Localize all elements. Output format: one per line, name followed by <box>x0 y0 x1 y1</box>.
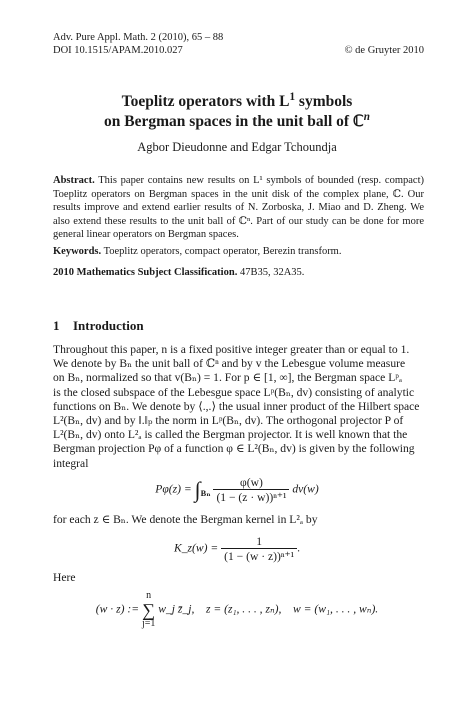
integral-sign: ∫ <box>194 477 201 502</box>
text-line: on Bₙ, normalized so that v(Bₙ) = 1. For p ∈ [1, ∞], the Bergman space Lᵖₐ <box>53 371 403 385</box>
keywords <box>53 245 424 259</box>
paper-title <box>0 92 474 132</box>
abstract-label: Abstract. <box>53 175 95 186</box>
fraction: $\frac{\varphi(w)}{\text{(1 − (z · w))ⁿ⁺¹}}$ <box>213 476 289 504</box>
keywords-label: Keywords. <box>53 246 102 257</box>
kernel-intro: for each z ∈ Bₙ. We denote the Bergman kernel in L²ₐ by <box>53 513 318 526</box>
text-line: Throughout this paper, n is a fixed positive integer greater than or equal to 1. <box>53 343 410 356</box>
author-list: Agbor Dieudonne and Edgar Tchoundja <box>137 140 337 154</box>
text-line: functions on Bₙ. We denote by ⟨.,.⟩ the usual inner product of the Hilbert space <box>53 399 420 413</box>
abstract <box>53 174 424 242</box>
equation-bergman-kernel: K_z(w) = $\frac{1}{\text{(1 − (w · z))ⁿ⁺¹}}$ . <box>173 535 301 563</box>
title-line-2: on Bergman spaces in the unit ball of ℂ$^n$ <box>104 110 370 130</box>
abstract-text: This paper contains new results on L¹ symbols of bounded (resp. compact) Toeplitz operators on Bergman spaces in the unit disk of the complex plane, ℂ. Our results improve and extend earlier results of N. Zorboska, J. Miao and D. Zheng. We also extend these results to the unit ball of ℂⁿ. Part of our study can be done for more general linear operators on Bergman spaces. <box>53 175 424 241</box>
running-header-second <box>53 44 424 57</box>
text-line: L²(Bₙ, dv) and by ‖.‖ₚ the norm in Lᵖ(Bₙ, dv). The orthogonal projector P of <box>53 414 404 428</box>
text-line: Bergman projection Pφ of a function φ ∈ L²(Bₙ, dv) is given by the following <box>53 442 415 456</box>
text-line: is the closed subspace of the Lebesgue space Lᵖ(Bₙ, dv) consisting of analytic <box>53 385 415 399</box>
msc-label: 2010 Mathematics Subject Classification. <box>53 267 238 278</box>
copyright-notice: © de Gruyter 2010 <box>344 45 424 56</box>
doi-link[interactable]: DOI 10.1515/APAM.2010.027 <box>53 45 183 56</box>
msc-classification <box>53 266 424 280</box>
summation-sign: n ∑ j=1 <box>141 590 156 629</box>
text-line: We denote by Bₙ the unit ball of ℂⁿ and by v the Lebesgue volume measure <box>53 357 406 371</box>
section-heading <box>53 318 144 334</box>
running-header <box>53 31 424 44</box>
text-line: L²(Bₙ, dv) onto L²ₐ is called the Bergman projector. It is well known that the <box>53 428 408 442</box>
section-number: 1 <box>53 318 60 333</box>
keywords-text: Toeplitz operators, compact operator, Berezin transform. <box>103 246 342 257</box>
equation-inner-product: (w · z) := n ∑ j=1 w_j z̄_j, z = (z₁, . . . , zₙ), w = (w₁, . . . , wₙ). <box>95 590 379 629</box>
intro-paragraph <box>53 343 424 471</box>
here-paragraph: Here <box>53 571 76 584</box>
fraction: $\frac{1}{\text{(1 − (w · z))ⁿ⁺¹}}$ <box>221 535 297 563</box>
title-line-1: Toeplitz operators with $L^1$ symbols <box>121 90 353 110</box>
msc-text: 47B35, 32A35. <box>239 267 305 278</box>
text-line: integral <box>53 456 89 470</box>
section-title: Introduction <box>73 318 144 333</box>
equation-bergman-projection: $P\varphi(z) = \int_{B_n}$ $\frac{\varphi(w)}{\text{(1 − (z · w))ⁿ⁺¹}}$ dv(w) <box>155 476 319 504</box>
journal-citation: Adv. Pure Appl. Math. 2 (2010), 65 – 88 <box>53 32 224 43</box>
